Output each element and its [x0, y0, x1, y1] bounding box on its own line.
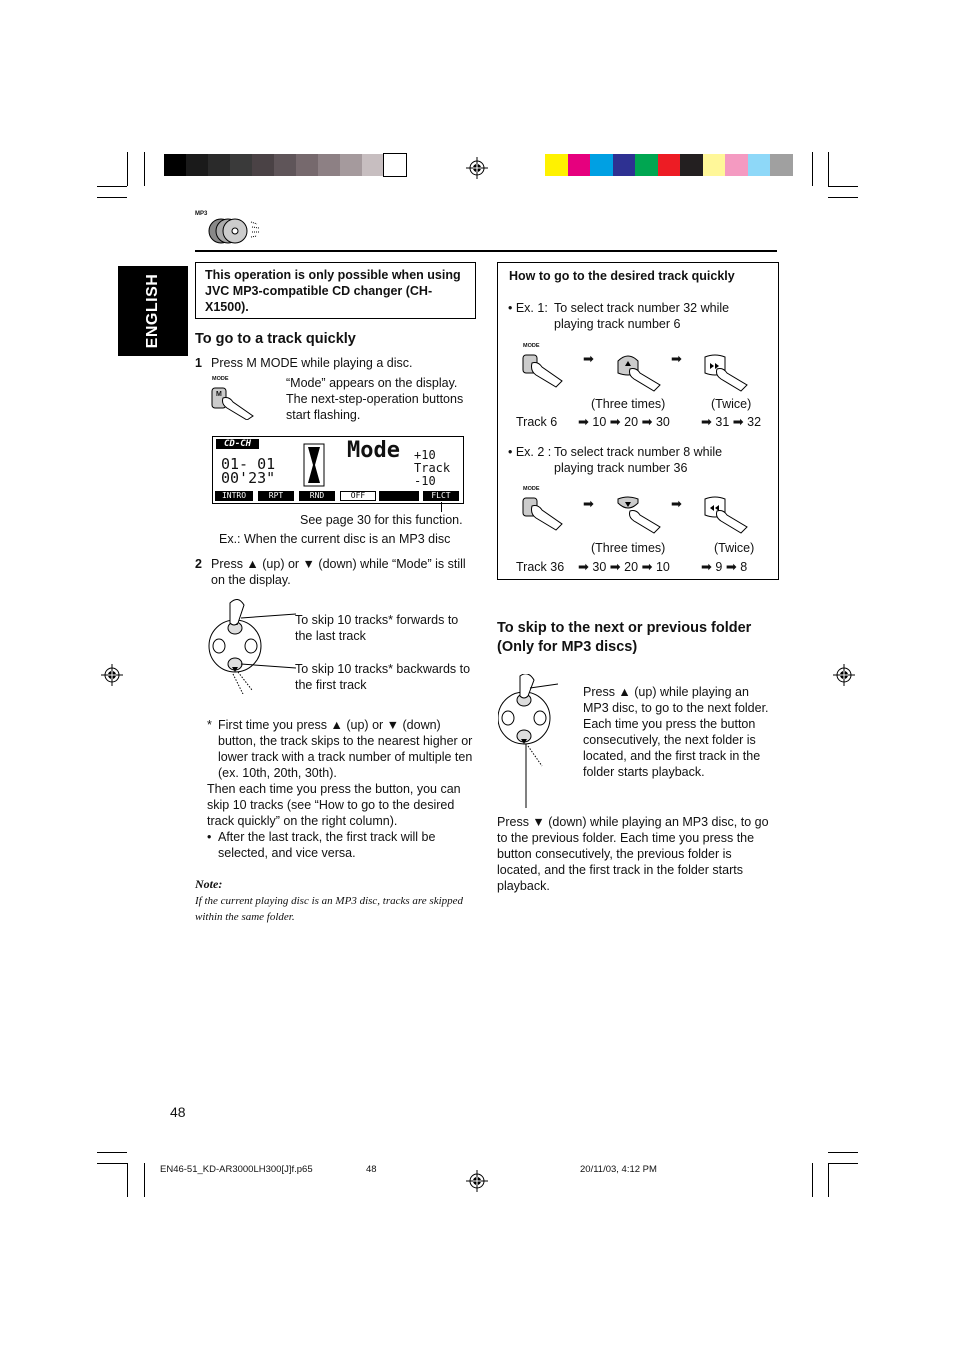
seq-value: 8 — [740, 560, 748, 574]
example-1-label: • Ex. 1: — [508, 301, 548, 315]
section-title-track-quickly: To go to a track quickly — [195, 331, 356, 347]
seq-value: 9 — [715, 560, 723, 574]
registration-mark-icon — [101, 664, 123, 686]
mp3-logo — [195, 211, 265, 245]
box-title: How to go to the desired track quickly — [509, 269, 735, 283]
hand-press-mode-icon — [211, 384, 261, 420]
example-2-three-times: (Three times) — [591, 541, 666, 555]
step-2-number: 2 — [195, 557, 202, 571]
lcd-plus10: +10 — [414, 448, 436, 462]
see-page-note: See page 30 for this function. — [300, 513, 463, 527]
language-tab — [118, 266, 188, 356]
hand-press-down-icon — [616, 495, 664, 535]
hand-press-next-icon — [703, 353, 751, 393]
note-text: If the current playing disc is an MP3 disc, tracks are skipped within the same folder. — [195, 895, 464, 923]
seq-value: 30 — [655, 415, 670, 429]
footer-date: 20/11/03, 4:12 PM — [580, 1164, 657, 1175]
lcd-segment-rpt: RPT — [258, 491, 294, 501]
folder-control-pad-icon — [498, 674, 558, 810]
disc-stack-icon — [207, 214, 265, 244]
note-label: Note: — [195, 877, 223, 891]
arrow-icon: ➡ — [671, 351, 682, 366]
example-caption: Ex.: When the current disc is an MP3 disc — [219, 532, 451, 546]
calibration-swatch — [186, 154, 208, 176]
section-title-folder: To skip to the next or previous folder (Only for MP3 discs) — [497, 620, 752, 655]
language-tab-label: ENGLISH — [144, 273, 161, 349]
calibration-swatch — [230, 154, 252, 176]
calibration-swatch — [362, 154, 384, 176]
lcd-track: Track — [414, 461, 451, 475]
example-2-track: Track 36 — [516, 560, 565, 574]
skip-forward-label: To skip 10 tracks* forwards to the last track — [295, 613, 459, 643]
mode-caption: MODE — [523, 343, 540, 349]
lcd-display — [212, 436, 464, 504]
lcd-minus10: -10 — [414, 474, 436, 488]
folder-up-text: Press ▲ (up) while playing an MP3 disc, to go to the next folder. Each time you press the button consecutively, the next folder is located, and the first track in the folder starts playback. — [583, 685, 769, 779]
mode-button-letter: M — [216, 391, 222, 398]
footnote-bullet: • — [207, 830, 212, 844]
footnote-star: * — [207, 718, 212, 732]
example-2-text: To select track number 8 while playing track number 36 — [554, 445, 723, 475]
footer-file-page: 48 — [366, 1164, 377, 1175]
folder-down-text: Press ▼ (down) while playing an MP3 disc, to go to the previous folder. Each time you press the button consecutively, the previous folder is located, and the first track in the folder starts playback. — [497, 815, 769, 893]
calibration-swatch — [568, 154, 591, 176]
calibration-swatch — [252, 154, 274, 176]
footnote-3: After the last track, the first track will be selected, and vice versa. — [218, 830, 436, 860]
skip-backward-label: To skip 10 tracks* backwards to the first track — [295, 662, 471, 692]
hand-press-prev-icon — [703, 495, 751, 535]
footnote-1: First time you press ▲ (up) or ▼ (down) button, the track skips to the nearest higher or lower track with a track number of multiple ten (ex. 10th, 20th, 30th). — [218, 718, 473, 780]
calibration-swatch — [318, 154, 340, 176]
calibration-swatch — [274, 154, 296, 176]
example-1-three-times: (Three times) — [591, 397, 666, 411]
seq-value: 20 — [624, 415, 639, 429]
arrow-icon: ➡ — [583, 351, 594, 366]
lcd-line2: 00'23" — [221, 469, 276, 487]
hand-press-up-icon — [616, 353, 664, 393]
mp3-label: MP3 — [195, 211, 208, 217]
hand-press-mode-icon — [522, 496, 566, 534]
calibration-swatch — [296, 154, 318, 176]
example-2-twice: (Twice) — [714, 541, 755, 555]
mode-description: “Mode” appears on the display. The next-step-operation buttons start flashing. — [286, 376, 464, 422]
seq-value: 31 — [715, 415, 730, 429]
mode-button-caption: MODE — [212, 376, 229, 382]
lcd-mode: Mode — [347, 438, 400, 463]
calibration-swatch — [164, 154, 186, 176]
mode-button-illustration — [211, 374, 261, 420]
example-1-track: Track 6 — [516, 415, 558, 429]
lcd-tag: CD-CH — [216, 439, 259, 449]
example-1-text: To select track number 32 while playing track number 6 — [554, 301, 730, 331]
mode-caption: MODE — [523, 486, 540, 492]
calibration-swatch — [680, 154, 703, 176]
seq-value: 30 — [592, 560, 607, 574]
control-pad-icon — [208, 598, 298, 694]
step-2-text: Press ▲ (up) or ▼ (down) while “Mode” is still on the display. — [211, 557, 466, 587]
lcd-line1: 01- 01 — [221, 455, 276, 473]
seq-value: 20 — [624, 560, 639, 574]
example-2-label: • Ex. 2 : — [508, 445, 552, 459]
calibration-swatch — [545, 154, 568, 176]
seq-value: 10 — [592, 415, 607, 429]
page-number: 48 — [170, 1104, 186, 1120]
step-1-text: Press M MODE while playing a disc. — [211, 356, 413, 370]
arrow-icon: ➡ — [671, 496, 682, 511]
lcd-segment-flct: FLCT — [423, 491, 459, 501]
registration-mark-icon — [466, 1170, 488, 1192]
calibration-swatch — [384, 154, 406, 176]
header-rule — [195, 250, 777, 252]
desired-track-box — [497, 262, 779, 580]
calibration-swatch — [770, 154, 793, 176]
arrow-icon: ➡ — [583, 496, 594, 511]
calibration-swatch — [658, 154, 681, 176]
calibration-swatch — [725, 154, 748, 176]
registration-mark-icon — [466, 157, 488, 179]
footnote-2: Then each time you press the button, you can skip 10 tracks (see “How to go to the desired track quickly” on the right column). — [207, 782, 461, 828]
lcd-segment-rnd: RND — [299, 491, 335, 501]
registration-mark-icon — [833, 664, 855, 686]
lcd-callout-line — [441, 502, 442, 512]
calibration-swatch — [590, 154, 613, 176]
calibration-swatch — [703, 154, 726, 176]
step-1-number: 1 — [195, 356, 202, 370]
lcd-segment-intro: INTRO — [215, 491, 253, 501]
compatibility-notice — [195, 262, 476, 319]
calibration-swatch — [340, 154, 362, 176]
notice-text: This operation is only possible when using JVC MP3-compatible CD changer (CH-X1500). — [205, 268, 461, 314]
calibration-swatch — [613, 154, 636, 176]
calibration-swatch — [208, 154, 230, 176]
footer-file: EN46-51_KD-AR3000LH300[J]f.p65 — [160, 1164, 313, 1175]
lcd-segment-blank — [379, 491, 419, 501]
calibration-swatch — [635, 154, 658, 176]
lcd-segment-off: OFF — [340, 491, 376, 501]
example-2-sequence: ➡ 30 ➡ 20 ➡ 10 — [578, 559, 670, 574]
example-1-sequence-2: ➡ 31 ➡ 32 — [701, 414, 762, 429]
seq-value: 10 — [655, 560, 670, 574]
example-1-twice: (Twice) — [711, 397, 752, 411]
hand-press-mode-icon — [522, 353, 566, 391]
calibration-swatch — [748, 154, 771, 176]
example-2-sequence-2: ➡ 9 ➡ 8 — [701, 559, 748, 574]
hourglass-icon — [303, 443, 325, 487]
example-1-sequence: ➡ 10 ➡ 20 ➡ 30 — [578, 414, 670, 429]
seq-value: 32 — [747, 415, 762, 429]
